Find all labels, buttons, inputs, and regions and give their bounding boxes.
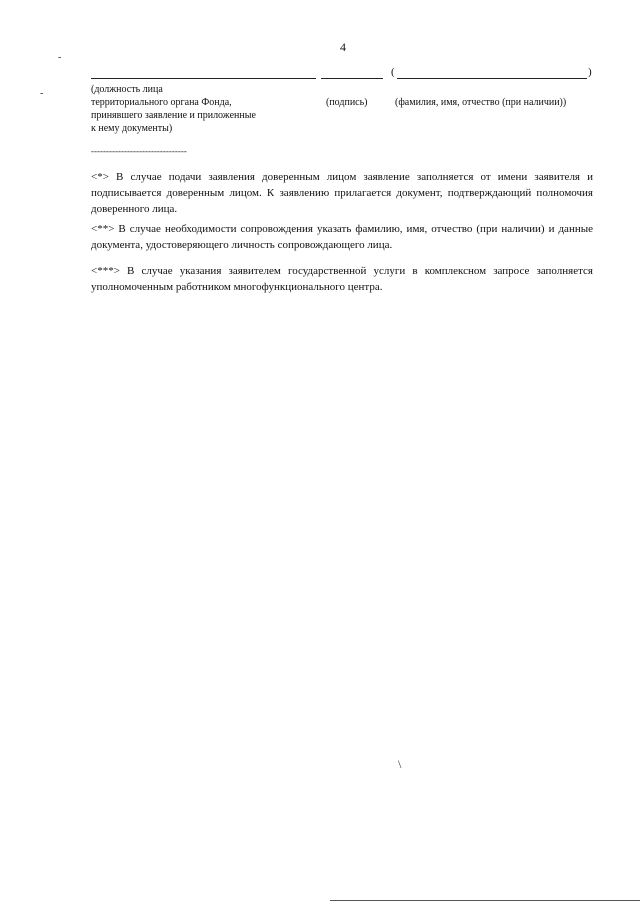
name-signature-line — [397, 78, 587, 79]
page-number: 4 — [340, 40, 346, 54]
footnote-2: <**> В случае необходимости сопровождения указать фамилию, имя, отчество (при наличии) и данные документа, удостоверяющего личность сопровождающего лица. — [91, 223, 593, 251]
name-caption: (фамилия, имя, отчество (при наличии)) — [395, 97, 567, 108]
signature-line — [321, 78, 383, 79]
stray-mark: - — [40, 88, 44, 99]
position-signature-line — [91, 78, 316, 79]
signature-caption: (подпись) — [326, 97, 368, 108]
close-paren: ) — [588, 66, 592, 78]
footnote-1: <*> В случае подачи заявления доверенным лицом заявление заполняется от имени заявителя и подписывается доверенным лицом. К заявлению прилагается документ, подтверждающий полномочия доверенного лица. — [91, 171, 593, 215]
footnote-3: <***> В случае указания заявителем государственной услуги в комплексном запросе заполняется уполномоченным работником многофункционального центра. — [91, 265, 593, 293]
footnote-separator: -------------------------------- — [91, 146, 187, 156]
scan-edge-line — [330, 900, 640, 901]
stray-mark: - — [58, 52, 62, 63]
open-paren: ( — [391, 66, 395, 78]
stray-mark: \ — [398, 757, 402, 771]
position-caption: (должность лица территориального органа Фонда, принявшего заявление и приложенные к нему документы) — [91, 84, 256, 134]
